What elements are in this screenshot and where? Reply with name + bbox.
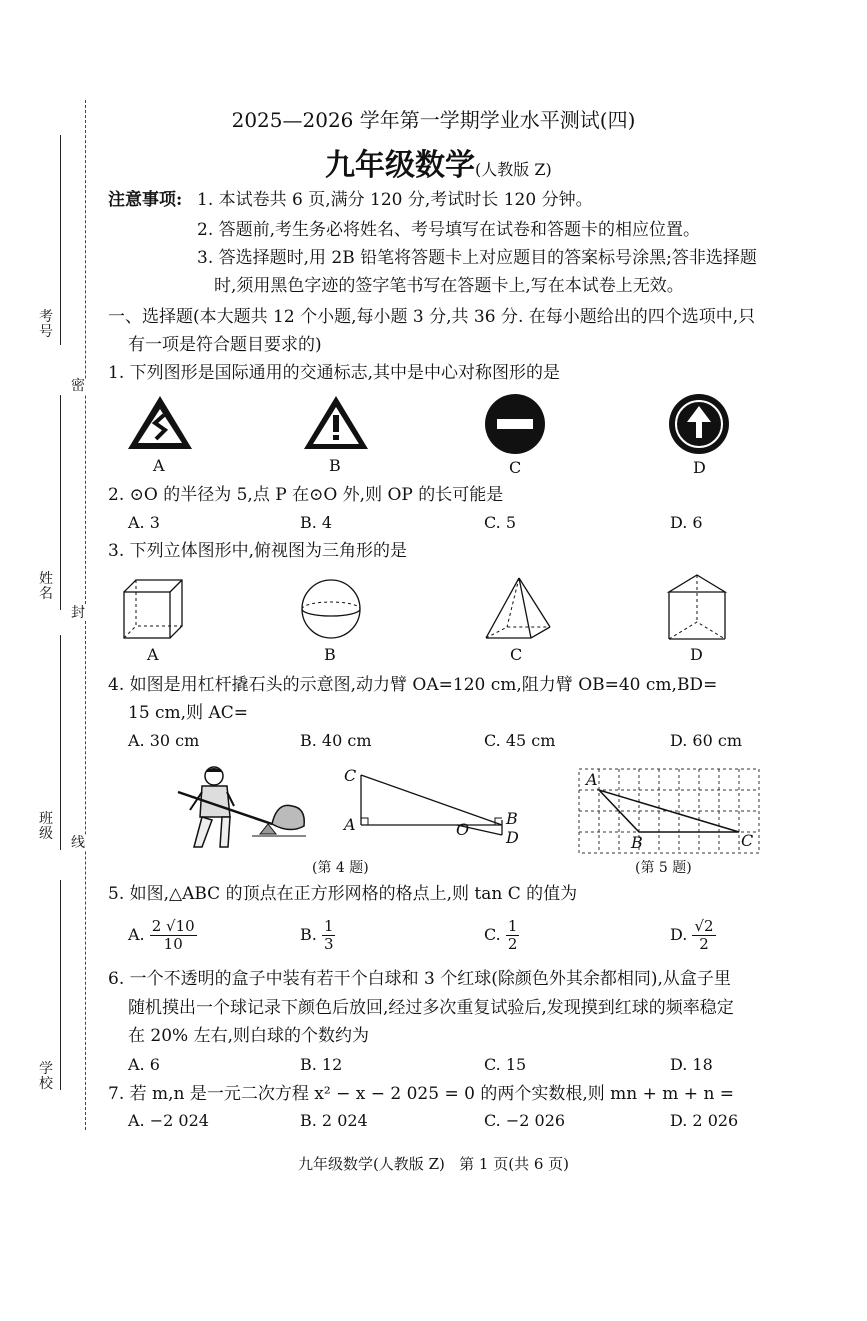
q4-option-b: B. 40 cm (300, 731, 372, 750)
q4-label-o: O (456, 820, 470, 839)
page-footer: 九年级数学(人教版 Z) 第 1 页(共 6 页) (297, 1155, 570, 1173)
q3-label-c: C (510, 645, 523, 664)
subject-title (325, 140, 552, 184)
section1-heading-cont: 有一项是符合题目要求的) (128, 335, 322, 355)
numerator: 1 (323, 917, 334, 935)
denominator: 2 (507, 935, 518, 953)
q2-stem: 2. ⊙O 的半径为 5,点 P 在⊙O 外,则 OP 的长可能是 (108, 485, 504, 505)
q1-label-b: B (329, 456, 341, 475)
q6-stem-line1: 6. 一个不透明的盒子中装有若干个白球和 3 个红球(除颜色外其余都相同),从盒子里 (108, 969, 731, 989)
straight-ahead-sign-icon (668, 393, 730, 455)
q7-stem: 7. 若 m,n 是一元二次方程 x² − x − 2 025 = 0 的两个实数根,则 mn + m + n = (108, 1084, 735, 1104)
q5-option-a-letter: A. (128, 925, 145, 944)
q5-stem: 5. 如图,△ABC 的顶点在正方形网格的格点上,则 tan C 的值为 (108, 884, 578, 904)
q1-label-c: C (509, 458, 522, 477)
q6-option-b: B. 12 (300, 1055, 343, 1074)
warning-sign-exclamation-icon (301, 393, 371, 453)
q4-option-d: D. 60 cm (670, 731, 743, 750)
q5-option-c-fraction (506, 918, 520, 953)
q5-option-c (484, 918, 519, 953)
no-entry-sign-icon (484, 393, 546, 455)
q5-option-d (670, 918, 716, 953)
q6-option-d: D. 18 (670, 1055, 713, 1074)
denominator: 2 (699, 935, 709, 953)
q5-label-c: C (741, 831, 754, 850)
q6-stem-line2: 随机摸出一个球记录下颜色后放回,经过多次重复试验后,发现摸到红球的频率稳定 (128, 998, 734, 1018)
q4-option-a: A. 30 cm (128, 731, 200, 750)
q5-label-a: A (586, 770, 598, 789)
section1-heading: 一、选择题(本大题共 12 个小题,每小题 3 分,共 36 分. 在每小题给出的四个选项中,只 (108, 307, 756, 327)
q4-label-c: C (344, 766, 357, 785)
q3-label-b: B (324, 645, 336, 664)
q7-option-d: D. 2 026 (670, 1111, 739, 1130)
name-label: 姓名 (39, 571, 53, 602)
exam-no-label: 考号 (39, 309, 53, 340)
q5-option-c-letter: C. (484, 925, 501, 944)
q3-label-d: D (690, 645, 703, 664)
pyramid-figure (483, 575, 553, 641)
q6-option-a: A. 6 (128, 1055, 160, 1074)
q4-label-a: A (344, 815, 356, 834)
q2-option-c: C. 5 (484, 513, 517, 532)
q5-caption: (第 5 题) (635, 860, 692, 876)
numerator: √2 (694, 917, 714, 935)
q4-label-d: D (506, 828, 519, 847)
q5-option-a-fraction (150, 918, 197, 953)
grid-triangle-diagram (578, 768, 760, 854)
q2-option-b: B. 4 (300, 513, 333, 532)
denominator: 10 (163, 935, 183, 953)
subject-edition: (人教版 Z) (475, 160, 552, 179)
notice-item-3b: 时,须用黑色字迹的签字笔书写在答题卡上,写在本试卷上无效。 (214, 276, 684, 296)
notice-item-2: 2. 答题前,考生务必将姓名、考号填写在试卷和答题卡的相应位置。 (197, 220, 701, 240)
q7-option-b: B. 2 024 (300, 1111, 368, 1130)
q4-option-c: C. 45 cm (484, 731, 556, 750)
notice-item-3: 3. 答选择题时,用 2B 铅笔将答题卡上对应题目的答案标号涂黑;答非选择题 (197, 248, 757, 268)
q1-label-a: A (153, 456, 165, 475)
seal-char-feng: 封 (71, 605, 85, 621)
q2-option-d: D. 6 (670, 513, 703, 532)
q2-option-a: A. 3 (128, 513, 160, 532)
sphere-figure (300, 578, 362, 640)
school-label: 学校 (39, 1061, 53, 1092)
seal-char-xian: 线 (71, 835, 85, 851)
class-blank (60, 635, 61, 850)
notice-item-1: 1. 本试卷共 6 页,满分 120 分,考试时长 120 分钟。 (197, 190, 593, 210)
q3-label-a: A (147, 645, 159, 664)
subject-name: 九年级数学 (325, 148, 475, 183)
denominator: 3 (323, 935, 334, 953)
notice-label: 注意事项: (108, 190, 183, 210)
q6-stem-line3: 在 20% 左右,则白球的个数约为 (128, 1026, 369, 1046)
q1-stem: 1. 下列图形是国际通用的交通标志,其中是中心对称图形的是 (108, 363, 561, 383)
q7-option-a: A. −2 024 (128, 1111, 209, 1130)
q5-option-b (300, 918, 335, 953)
q5-label-b: B (631, 833, 643, 852)
numerator: 1 (507, 917, 518, 935)
q4-caption: (第 4 题) (312, 860, 369, 876)
q5-option-a (128, 918, 197, 953)
q5-option-b-letter: B. (300, 925, 317, 944)
q1-label-d: D (693, 458, 706, 477)
seal-char-mi: 密 (71, 378, 85, 394)
school-blank (60, 880, 61, 1090)
q5-option-b-fraction (322, 918, 336, 953)
q4-label-b: B (506, 809, 518, 828)
q5-option-d-letter: D. (670, 925, 688, 944)
q4-stem-line1: 4. 如图是用杠杆撬石头的示意图,动力臂 OA=120 cm,阻力臂 OB=40 cm,BD= (108, 675, 718, 695)
lever-diagram (342, 765, 522, 845)
numerator: 2 √10 (151, 917, 195, 935)
q3-stem: 3. 下列立体图形中,俯视图为三角形的是 (108, 541, 408, 561)
exam-no-blank (60, 135, 61, 345)
name-blank (60, 395, 61, 610)
q7-option-c: C. −2 026 (484, 1111, 566, 1130)
lever-man-illustration (172, 762, 312, 854)
class-label: 班级 (39, 811, 53, 842)
triangular-prism-figure (666, 572, 728, 642)
warning-sign-curve-icon (125, 393, 195, 453)
cube-figure (122, 578, 184, 640)
q6-option-c: C. 15 (484, 1055, 527, 1074)
q5-option-d-fraction (692, 918, 715, 953)
q4-stem-line2: 15 cm,则 AC= (128, 703, 249, 723)
exam-title: 2025—2026 学年第一学期学业水平测试(四) (231, 108, 636, 132)
